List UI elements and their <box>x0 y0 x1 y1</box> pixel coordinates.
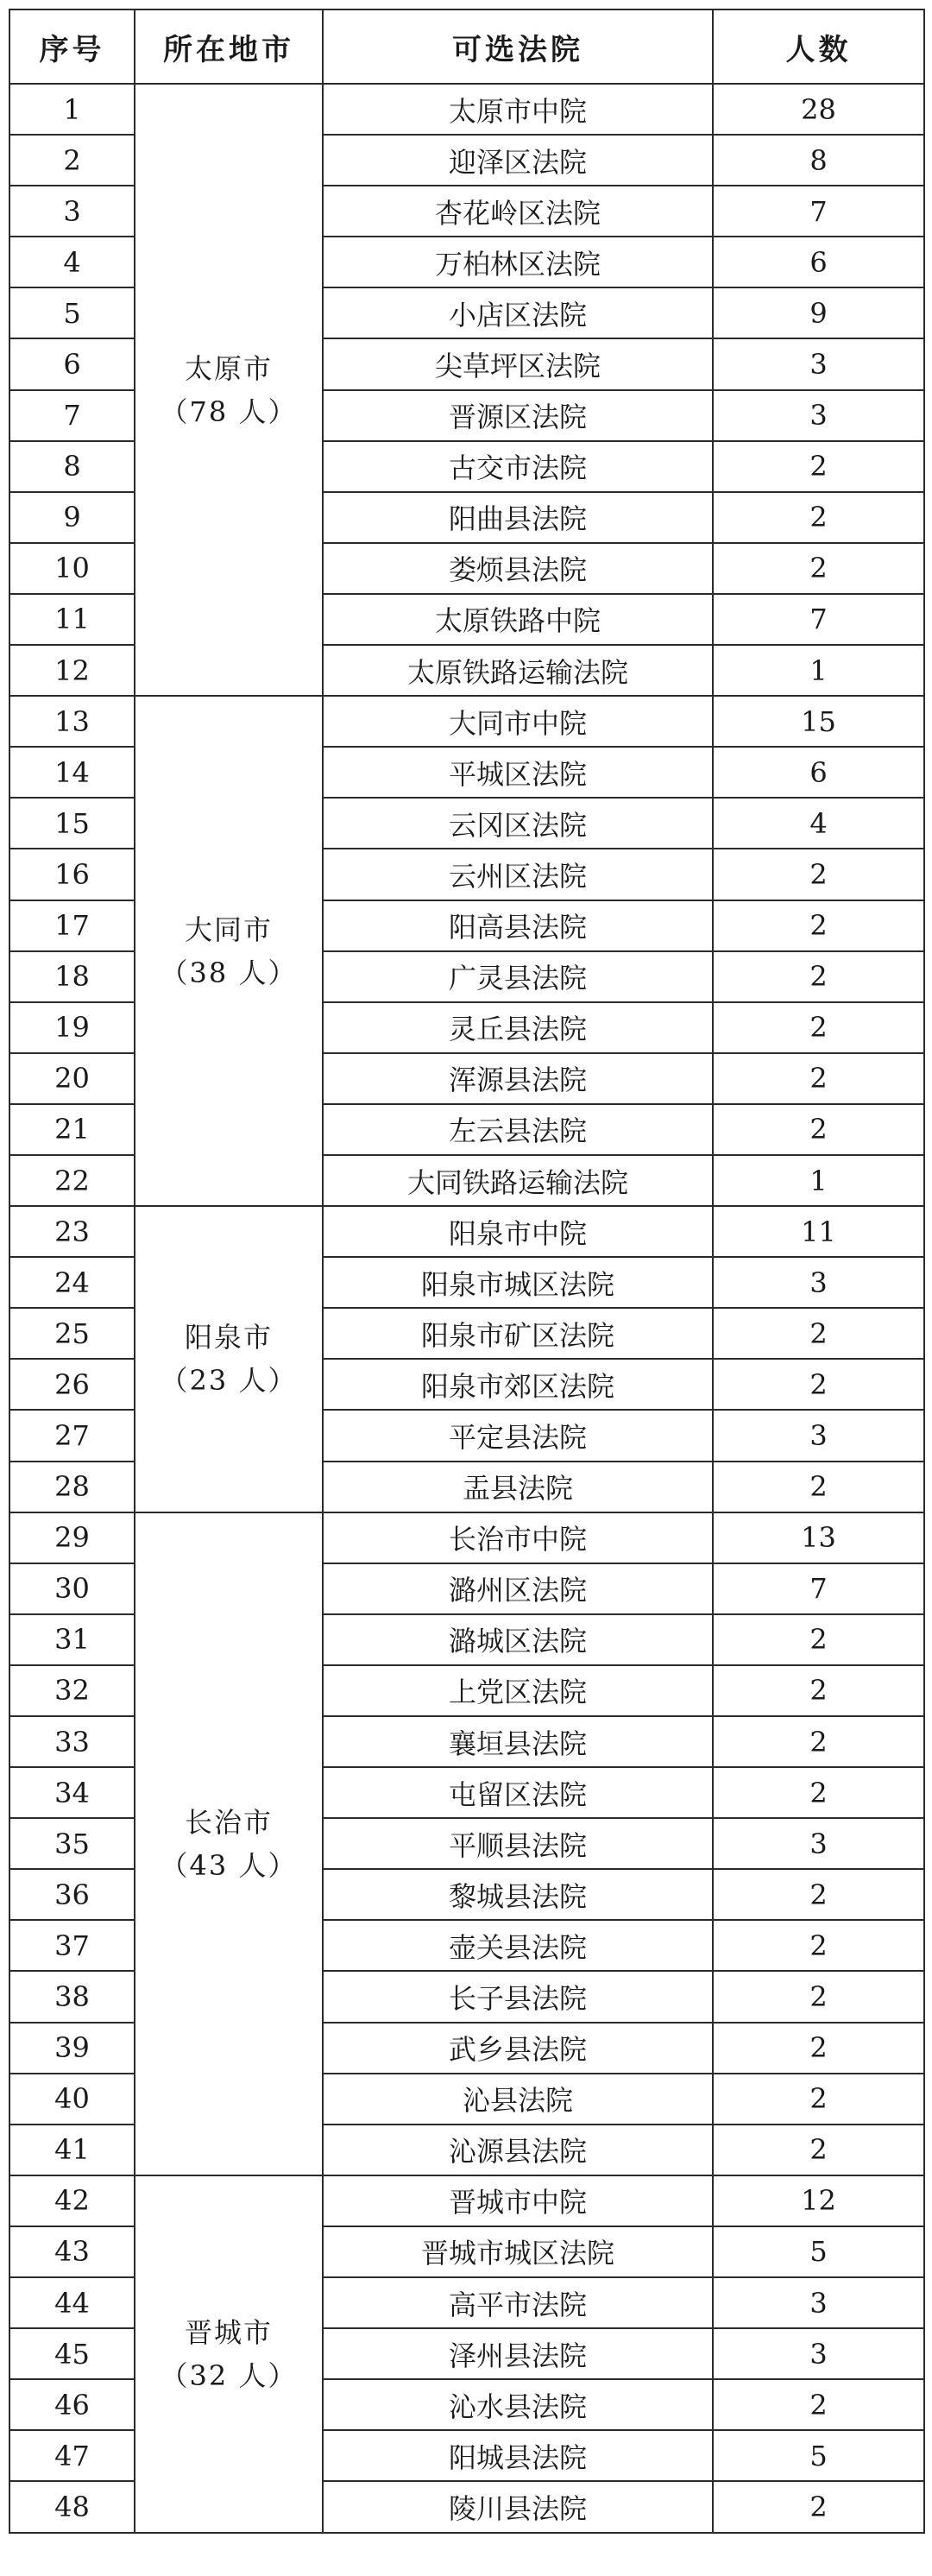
court-name-cell: 屯留区法院 <box>323 1767 713 1818</box>
headcount-cell: 2 <box>713 1869 924 1920</box>
city-total: （23 人） <box>160 1364 298 1398</box>
court-name-cell: 襄垣县法院 <box>323 1716 713 1767</box>
serial-number-cell: 37 <box>9 1920 135 1971</box>
court-name-cell: 黎城县法院 <box>323 1869 713 1920</box>
serial-number-cell: 27 <box>9 1410 135 1461</box>
court-allocation-sheet <box>9 9 923 2534</box>
serial-number-cell: 23 <box>9 1206 135 1257</box>
court-name-cell: 沁水县法院 <box>323 2379 713 2430</box>
court-name-cell: 太原铁路运输法院 <box>323 645 713 696</box>
serial-number-cell: 35 <box>9 1818 135 1869</box>
city-name: 晋城市 <box>184 2315 273 2349</box>
serial-number-cell: 47 <box>9 2430 135 2481</box>
court-name-cell: 长治市中院 <box>323 1512 713 1563</box>
serial-number-cell: 48 <box>9 2481 135 2532</box>
headcount-cell: 2 <box>713 1053 924 1104</box>
court-name-cell: 迎泽区法院 <box>323 135 713 186</box>
serial-number-cell: 19 <box>9 1002 135 1053</box>
serial-number-cell: 7 <box>9 390 135 441</box>
headcount-cell: 3 <box>713 2277 924 2328</box>
court-name-cell: 杏花岭区法院 <box>323 186 713 237</box>
city-cell <box>135 2175 323 2533</box>
court-name-cell: 平顺县法院 <box>323 1818 713 1869</box>
headcount-cell: 2 <box>713 1308 924 1359</box>
headcount-cell: 1 <box>713 1155 924 1206</box>
court-name-cell: 阳城县法院 <box>323 2430 713 2481</box>
headcount-cell: 2 <box>713 900 924 951</box>
serial-number-cell: 18 <box>9 951 135 1002</box>
headcount-cell: 6 <box>713 747 924 798</box>
headcount-cell: 2 <box>713 1716 924 1767</box>
headcount-cell: 2 <box>713 2074 924 2125</box>
city-cell <box>135 84 323 696</box>
headcount-cell: 2 <box>713 441 924 492</box>
serial-number-cell: 43 <box>9 2226 135 2277</box>
table-header <box>9 9 924 84</box>
court-name-cell: 万柏林区法院 <box>323 237 713 287</box>
court-name-cell: 大同市中院 <box>323 696 713 747</box>
court-name-cell: 左云县法院 <box>323 1104 713 1155</box>
serial-number-cell: 17 <box>9 900 135 951</box>
court-name-cell: 阳曲县法院 <box>323 492 713 543</box>
headcount-cell: 3 <box>713 338 924 389</box>
city-cell <box>135 1206 323 1512</box>
court-name-cell: 浑源县法院 <box>323 1053 713 1104</box>
court-name-cell: 平城区法院 <box>323 747 713 798</box>
serial-number-cell: 12 <box>9 645 135 696</box>
court-name-cell: 晋源区法院 <box>323 390 713 441</box>
serial-number-cell: 32 <box>9 1665 135 1716</box>
court-name-cell: 沁县法院 <box>323 2074 713 2125</box>
court-name-cell: 云冈区法院 <box>323 798 713 849</box>
serial-number-cell: 31 <box>9 1614 135 1665</box>
header-row <box>9 9 924 84</box>
serial-number-cell: 14 <box>9 747 135 798</box>
serial-number-cell: 1 <box>9 84 135 135</box>
headcount-cell: 11 <box>713 1206 924 1257</box>
serial-number-cell: 40 <box>9 2074 135 2125</box>
headcount-cell: 3 <box>713 390 924 441</box>
court-name-cell: 泽州县法院 <box>323 2328 713 2379</box>
headcount-cell: 2 <box>713 1971 924 2022</box>
court-name-cell: 娄烦县法院 <box>323 543 713 594</box>
court-name-cell: 大同铁路运输法院 <box>323 1155 713 1206</box>
headcount-cell: 7 <box>713 594 924 645</box>
headcount-cell: 5 <box>713 2226 924 2277</box>
serial-number-cell: 15 <box>9 798 135 849</box>
headcount-cell: 2 <box>713 1614 924 1665</box>
court-name-cell: 上党区法院 <box>323 1665 713 1716</box>
header-city: 所在地市 <box>135 9 323 84</box>
court-name-cell: 云州区法院 <box>323 849 713 900</box>
serial-number-cell: 22 <box>9 1155 135 1206</box>
headcount-cell: 2 <box>713 1767 924 1818</box>
city-total: （78 人） <box>160 395 298 428</box>
city-total: （38 人） <box>160 956 298 989</box>
headcount-cell: 12 <box>713 2175 924 2226</box>
headcount-cell: 1 <box>713 645 924 696</box>
headcount-cell: 2 <box>713 492 924 543</box>
serial-number-cell: 26 <box>9 1359 135 1410</box>
headcount-cell: 3 <box>713 1257 924 1308</box>
court-name-cell: 晋城市中院 <box>323 2175 713 2226</box>
headcount-cell: 2 <box>713 951 924 1002</box>
serial-number-cell: 36 <box>9 1869 135 1920</box>
serial-number-cell: 34 <box>9 1767 135 1818</box>
headcount-cell: 3 <box>713 1818 924 1869</box>
serial-number-cell: 11 <box>9 594 135 645</box>
serial-number-cell: 21 <box>9 1104 135 1155</box>
city-total: （32 人） <box>160 2358 298 2392</box>
court-name-cell: 太原市中院 <box>323 84 713 135</box>
serial-number-cell: 20 <box>9 1053 135 1104</box>
table-row <box>9 1206 924 1257</box>
headcount-cell: 9 <box>713 287 924 338</box>
headcount-cell: 2 <box>713 2379 924 2430</box>
court-name-cell: 平定县法院 <box>323 1410 713 1461</box>
court-name-cell: 长子县法院 <box>323 1971 713 2022</box>
table-row <box>9 2175 924 2226</box>
court-name-cell: 灵丘县法院 <box>323 1002 713 1053</box>
serial-number-cell: 8 <box>9 441 135 492</box>
headcount-cell: 2 <box>713 2125 924 2175</box>
city-name: 大同市 <box>184 912 273 946</box>
court-name-cell: 广灵县法院 <box>323 951 713 1002</box>
court-name-cell: 阳泉市矿区法院 <box>323 1308 713 1359</box>
court-name-cell: 阳高县法院 <box>323 900 713 951</box>
serial-number-cell: 29 <box>9 1512 135 1563</box>
court-name-cell: 沁源县法院 <box>323 2125 713 2175</box>
headcount-cell: 2 <box>713 1359 924 1410</box>
headcount-cell: 7 <box>713 186 924 237</box>
header-court: 可选法院 <box>323 9 713 84</box>
headcount-cell: 2 <box>713 1002 924 1053</box>
court-allocation-table <box>9 9 925 2534</box>
serial-number-cell: 28 <box>9 1462 135 1512</box>
headcount-cell: 7 <box>713 1563 924 1614</box>
headcount-cell: 2 <box>713 1665 924 1716</box>
table-row <box>9 696 924 747</box>
serial-number-cell: 38 <box>9 1971 135 2022</box>
court-name-cell: 阳泉市城区法院 <box>323 1257 713 1308</box>
headcount-cell: 2 <box>713 1920 924 1971</box>
serial-number-cell: 13 <box>9 696 135 747</box>
table-body <box>9 84 924 2533</box>
serial-number-cell: 45 <box>9 2328 135 2379</box>
headcount-cell: 4 <box>713 798 924 849</box>
court-name-cell: 潞城区法院 <box>323 1614 713 1665</box>
serial-number-cell: 39 <box>9 2023 135 2074</box>
headcount-cell: 13 <box>713 1512 924 1563</box>
serial-number-cell: 3 <box>9 186 135 237</box>
serial-number-cell: 10 <box>9 543 135 594</box>
court-name-cell: 太原铁路中院 <box>323 594 713 645</box>
city-cell <box>135 1512 323 2175</box>
court-name-cell: 陵川县法院 <box>323 2481 713 2532</box>
city-name: 长治市 <box>184 1805 273 1839</box>
serial-number-cell: 42 <box>9 2175 135 2226</box>
court-name-cell: 尖草坪区法院 <box>323 338 713 389</box>
court-name-cell: 阳泉市郊区法院 <box>323 1359 713 1410</box>
serial-number-cell: 30 <box>9 1563 135 1614</box>
city-name: 太原市 <box>184 351 273 385</box>
court-name-cell: 高平市法院 <box>323 2277 713 2328</box>
court-name-cell: 潞州区法院 <box>323 1563 713 1614</box>
headcount-cell: 2 <box>713 849 924 900</box>
city-name: 阳泉市 <box>184 1321 273 1354</box>
header-headcount: 人数 <box>713 9 924 84</box>
headcount-cell: 3 <box>713 2328 924 2379</box>
headcount-cell: 2 <box>713 543 924 594</box>
serial-number-cell: 33 <box>9 1716 135 1767</box>
city-cell <box>135 696 323 1206</box>
court-name-cell: 小店区法院 <box>323 287 713 338</box>
court-name-cell: 壶关县法院 <box>323 1920 713 1971</box>
headcount-cell: 8 <box>713 135 924 186</box>
headcount-cell: 5 <box>713 2430 924 2481</box>
court-name-cell: 晋城市城区法院 <box>323 2226 713 2277</box>
headcount-cell: 2 <box>713 2023 924 2074</box>
serial-number-cell: 41 <box>9 2125 135 2175</box>
court-name-cell: 盂县法院 <box>323 1462 713 1512</box>
headcount-cell: 2 <box>713 2481 924 2532</box>
court-name-cell: 阳泉市中院 <box>323 1206 713 1257</box>
serial-number-cell: 16 <box>9 849 135 900</box>
headcount-cell: 2 <box>713 1462 924 1512</box>
header-serial-number: 序号 <box>9 9 135 84</box>
serial-number-cell: 5 <box>9 287 135 338</box>
headcount-cell: 2 <box>713 1104 924 1155</box>
serial-number-cell: 24 <box>9 1257 135 1308</box>
headcount-cell: 3 <box>713 1410 924 1461</box>
table-row <box>9 1512 924 1563</box>
serial-number-cell: 4 <box>9 237 135 287</box>
serial-number-cell: 6 <box>9 338 135 389</box>
court-name-cell: 武乡县法院 <box>323 2023 713 2074</box>
serial-number-cell: 25 <box>9 1308 135 1359</box>
headcount-cell: 28 <box>713 84 924 135</box>
serial-number-cell: 44 <box>9 2277 135 2328</box>
serial-number-cell: 9 <box>9 492 135 543</box>
headcount-cell: 15 <box>713 696 924 747</box>
table-row <box>9 84 924 135</box>
city-total: （43 人） <box>160 1848 298 1882</box>
court-name-cell: 古交市法院 <box>323 441 713 492</box>
serial-number-cell: 46 <box>9 2379 135 2430</box>
headcount-cell: 6 <box>713 237 924 287</box>
serial-number-cell: 2 <box>9 135 135 186</box>
